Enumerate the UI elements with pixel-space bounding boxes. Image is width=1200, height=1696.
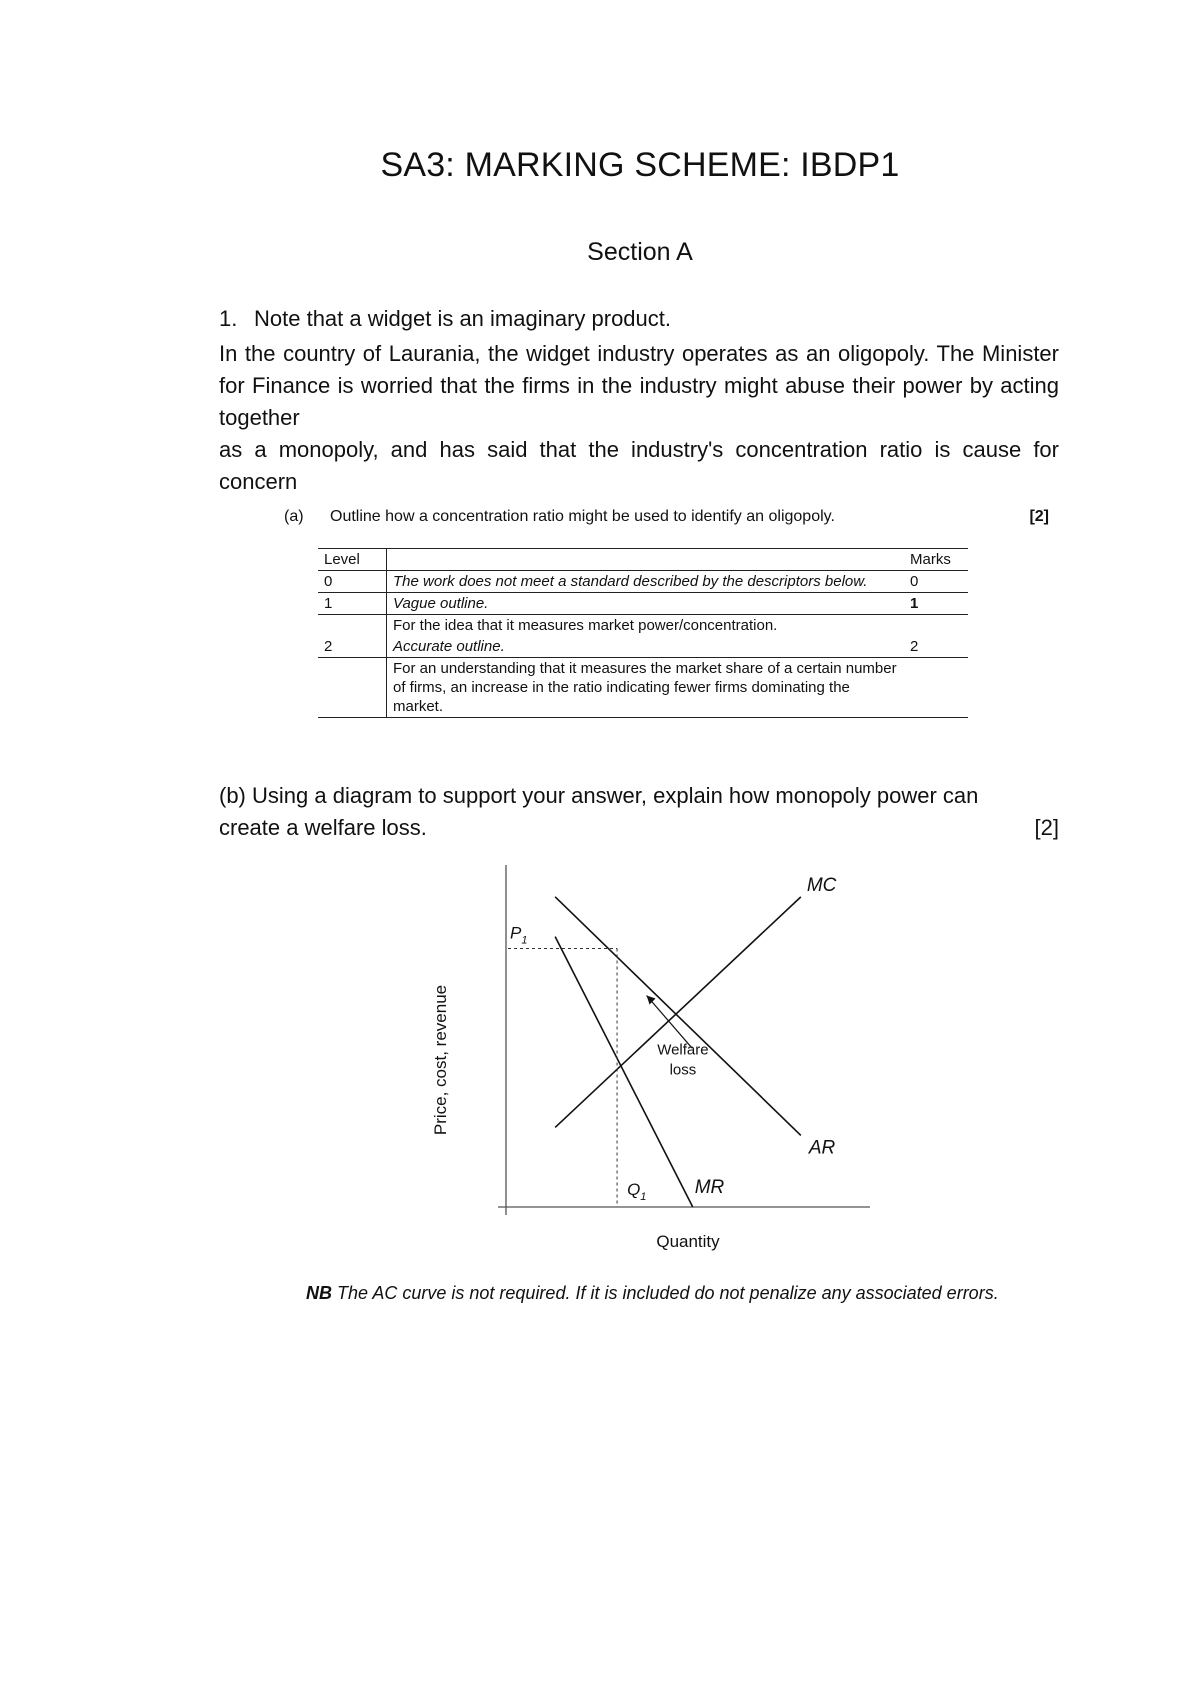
marks-cell: 2 <box>904 636 968 658</box>
welfare-arrow-head <box>647 995 656 1004</box>
q1-main: Q <box>627 1180 641 1199</box>
table-row <box>318 615 968 637</box>
chart-reference-lines <box>508 949 692 1207</box>
ar-label: AR <box>808 1137 836 1159</box>
part-b-line-1: (b) Using a diagram to support your answer, explain how monopoly power can <box>219 783 979 808</box>
level-cell <box>318 658 387 718</box>
part-b-line-2: create a welfare loss. <box>219 815 427 840</box>
descriptor-cell: The work does not meet a standard described by the descriptors below. <box>387 571 905 593</box>
level-cell: 0 <box>318 571 387 593</box>
level-cell <box>318 615 387 637</box>
marks-header: Marks <box>904 548 968 571</box>
nb-label: NB <box>306 1283 332 1303</box>
part-a-marks: [2] <box>1029 508 1049 525</box>
descriptor-cell: Accurate outline. <box>387 636 905 658</box>
p1-main: P <box>510 923 522 943</box>
level-cell: 1 <box>318 593 387 615</box>
welfare-label-line-2: loss <box>669 1061 697 1079</box>
welfare-label-line-1: Welfare <box>657 1041 709 1059</box>
descriptor-cell: For an understanding that it measures the market share of a certain number of firms, an increase in the ratio indicating fewer firms dominating the market. <box>387 658 905 718</box>
question-paragraph-1: In the country of Laurania, the widget industry operates as an oligopoly. The Minister for Finance is worried that the firms in the industry might abuse their power by acting together <box>219 341 1059 430</box>
descriptor-cell: Vague outline. <box>387 593 905 615</box>
mc-curve <box>555 897 801 1128</box>
table-row <box>318 636 968 658</box>
ar-curve <box>555 897 801 1136</box>
marks-cell: 0 <box>904 571 968 593</box>
part-b-marks: [2] <box>1034 815 1059 840</box>
page-title: SA3: MARKING SCHEME: IBDP1 <box>380 146 900 184</box>
chart-axes <box>498 865 870 1215</box>
question-intro: Note that a widget is an imaginary product. <box>254 306 672 331</box>
markband-table <box>318 548 968 718</box>
marks-cell <box>904 615 968 637</box>
monopoly-welfare-loss-diagram <box>420 855 900 1255</box>
question-paragraph-2: as a monopoly, and has said that the industry's concentration ratio is cause for concern <box>219 437 1059 494</box>
descriptor-cell: For the idea that it measures market power/concentration. <box>393 617 778 634</box>
marks-cell <box>904 658 968 718</box>
x-axis-label: Quantity <box>656 1232 720 1251</box>
part-b-prompt <box>219 780 1059 844</box>
level-cell: 2 <box>318 636 387 658</box>
welfare-arrow-shaft <box>647 995 692 1048</box>
part-a-text: Outline how a concentration ratio might be used to identify an oligopoly. <box>330 508 835 525</box>
p1-label <box>510 924 527 947</box>
level-header: Level <box>318 548 387 571</box>
y-axis-label: Price, cost, revenue <box>431 984 450 1136</box>
nb-note <box>306 1283 999 1304</box>
p1-sub: 1 <box>521 934 528 947</box>
part-b-line-2-row <box>219 812 1059 844</box>
part-a-label: (a) <box>284 508 304 525</box>
descriptor-header <box>387 548 905 571</box>
section-heading: Section A <box>587 238 693 266</box>
marks-cell: 1 <box>904 593 968 615</box>
q1-label <box>627 1180 646 1203</box>
table-row <box>318 593 968 615</box>
table-header-row <box>318 548 968 571</box>
mc-label: MC <box>806 874 837 896</box>
nb-text: The AC curve is not required. If it is included do not penalize any associated errors. <box>337 1283 999 1303</box>
table-row <box>318 658 968 718</box>
q1-sub: 1 <box>640 1191 647 1203</box>
table-top-rule <box>318 548 968 549</box>
mr-label: MR <box>694 1177 725 1198</box>
question-number: 1. <box>219 306 238 331</box>
table-row <box>318 571 968 593</box>
